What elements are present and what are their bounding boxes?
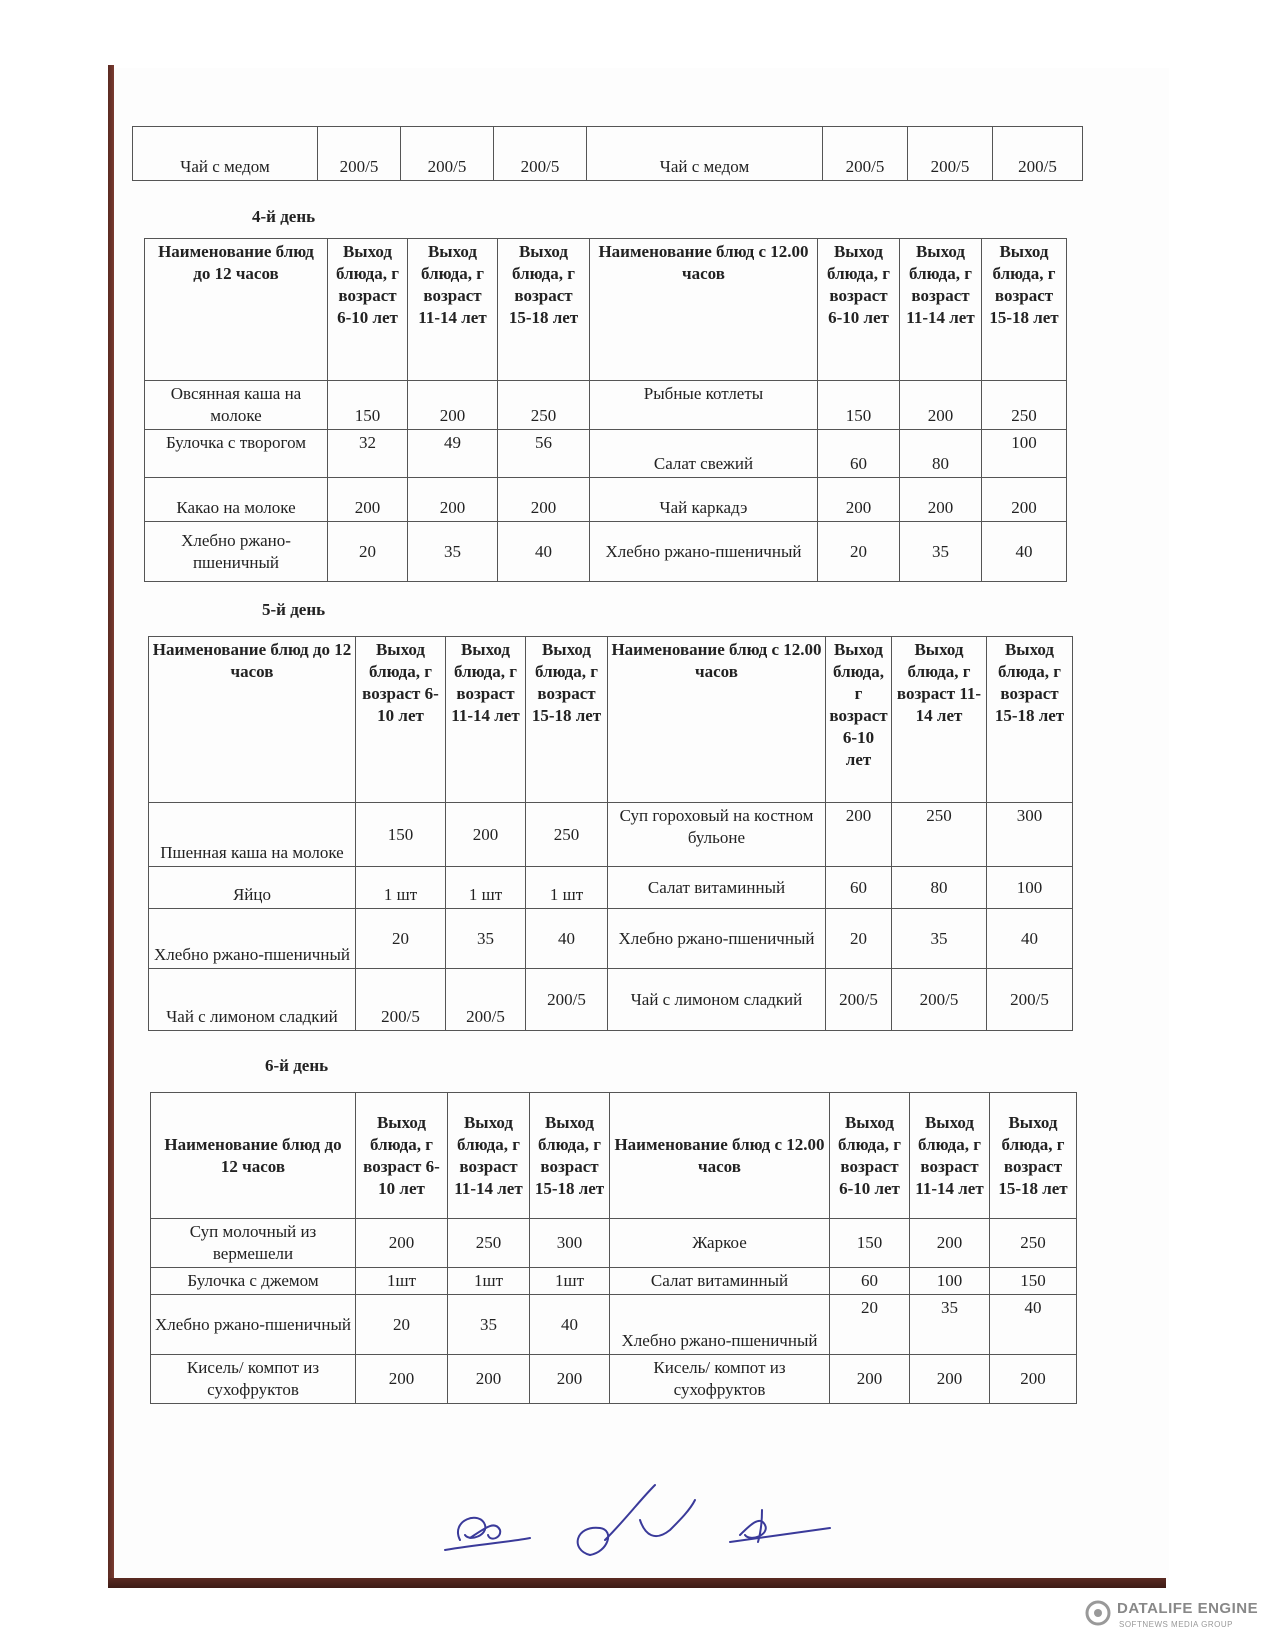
table-cell: 35 — [910, 1295, 990, 1355]
dish-name: Рыбные котлеты — [590, 381, 818, 430]
header-yield-15-18: Выход блюда, г возраст 15-18 лет — [526, 637, 608, 803]
table-cell: 1 шт — [446, 867, 526, 909]
header-yield-15-18: Выход блюда, г возраст 15-18 лет — [498, 239, 590, 381]
dish-name: Хлебно ржано-пшеничный — [149, 909, 356, 969]
table-cell: 250 — [448, 1219, 530, 1268]
table-cell: 200 — [910, 1355, 990, 1404]
header-yield-11-14: Выход блюда, г возраст 11-14 лет — [910, 1093, 990, 1219]
header-yield-15-18: Выход блюда, г возраст 15-18 лет — [530, 1093, 610, 1219]
table-cell: 200 — [990, 1355, 1077, 1404]
table-cell: 200/5 — [526, 969, 608, 1031]
table-cell: 200/5 — [823, 127, 908, 181]
table-row — [151, 1219, 1077, 1268]
dish-name: Пшенная каша на молоке — [149, 803, 356, 867]
watermark-title: DATALIFE ENGINE — [1117, 1600, 1259, 1617]
dish-name: Кисель/ компот из сухофруктов — [151, 1355, 356, 1404]
table-cell: 250 — [892, 803, 987, 867]
header-yield-11-14: Выход блюда, г возраст 11-14 лет — [900, 239, 982, 381]
table-cell: 1шт — [448, 1268, 530, 1295]
table-cell: 250 — [982, 381, 1067, 430]
table-cell: 100 — [910, 1268, 990, 1295]
table-cell: 300 — [987, 803, 1073, 867]
table-cell: 40 — [498, 522, 590, 582]
table-cell: 200 — [356, 1219, 448, 1268]
table-cell: 200 — [498, 478, 590, 522]
dish-name: Кисель/ компот из сухофруктов — [610, 1355, 830, 1404]
dish-name: Хлебно ржано-пшеничный — [590, 522, 818, 582]
table-cell: 200 — [900, 478, 982, 522]
dish-name: Салат витаминный — [608, 867, 826, 909]
header-after-noon: Наименование блюд с 12.00 часов — [590, 239, 818, 381]
dish-name: Какао на молоке — [145, 478, 328, 522]
signature-1 — [445, 1518, 530, 1550]
header-before-noon: Наименование блюд до 12 часов — [149, 637, 356, 803]
table-row — [151, 1295, 1077, 1355]
table-cell: 20 — [830, 1295, 910, 1355]
table-row — [149, 867, 1073, 909]
table-cell: 56 — [498, 430, 590, 478]
table-cell: 60 — [826, 867, 892, 909]
dish-name: Хлебно ржано-пшеничный — [151, 1295, 356, 1355]
table-cell: 200 — [356, 1355, 448, 1404]
datalife-logo-icon — [1085, 1600, 1111, 1626]
table-cell: 40 — [530, 1295, 610, 1355]
table-cell: 32 — [328, 430, 408, 478]
header-yield-6-10: Выход блюда, г возраст 6-10 лет — [818, 239, 900, 381]
table-cell: 200/5 — [318, 127, 401, 181]
table-cell: 250 — [498, 381, 590, 430]
table-cell: 200/5 — [356, 969, 446, 1031]
table-cell: 150 — [328, 381, 408, 430]
table-row — [145, 522, 1067, 582]
table-cell: 150 — [830, 1219, 910, 1268]
table-cell: 200/5 — [401, 127, 494, 181]
dish-name: Булочка с творогом — [145, 430, 328, 478]
table-cell: 100 — [987, 867, 1073, 909]
day-5-table — [148, 636, 1073, 1031]
table-cell: 200/5 — [908, 127, 993, 181]
table-cell: 1 шт — [526, 867, 608, 909]
table-cell: 200 — [408, 478, 498, 522]
watermark-subtitle: SOFTNEWS MEDIA GROUP — [1119, 1620, 1234, 1629]
dish-name: Овсянная каша на молоке — [145, 381, 328, 430]
table-cell: 150 — [356, 803, 446, 867]
table-row — [149, 803, 1073, 867]
table-cell: 200 — [448, 1355, 530, 1404]
table-cell: 200 — [910, 1219, 990, 1268]
table-row — [149, 969, 1073, 1031]
table-cell: 200/5 — [494, 127, 587, 181]
table-cell: Чай с медом — [133, 127, 318, 181]
table-cell: 200/5 — [993, 127, 1083, 181]
day-6-table — [150, 1092, 1077, 1404]
dish-name: Жаркое — [610, 1219, 830, 1268]
table-cell: 35 — [900, 522, 982, 582]
dish-name: Чай с лимоном сладкий — [149, 969, 356, 1031]
table-cell: 20 — [328, 522, 408, 582]
table-cell: 20 — [356, 1295, 448, 1355]
header-after-noon: Наименование блюд с 12.00 часов — [608, 637, 826, 803]
table-cell: 300 — [530, 1219, 610, 1268]
table-cell: 200 — [900, 381, 982, 430]
header-yield-6-10: Выход блюда, г возраст 6-10 лет — [826, 637, 892, 803]
table-cell: 200 — [830, 1355, 910, 1404]
table-cell: 40 — [990, 1295, 1077, 1355]
dish-name: Хлебно ржано-пшеничный — [145, 522, 328, 582]
table-cell: 250 — [990, 1219, 1077, 1268]
dish-name: Хлебно ржано-пшеничный — [608, 909, 826, 969]
table-cell: 60 — [830, 1268, 910, 1295]
table-cell: 200 — [982, 478, 1067, 522]
table-cell: 40 — [987, 909, 1073, 969]
table-cell: 200/5 — [826, 969, 892, 1031]
table-cell: 250 — [526, 803, 608, 867]
table-cell: 1 шт — [356, 867, 446, 909]
signature-3 — [730, 1510, 830, 1542]
header-yield-15-18: Выход блюда, г возраст 15-18 лет — [990, 1093, 1077, 1219]
table-cell: 40 — [982, 522, 1067, 582]
dish-name: Суп молочный из вермешели — [151, 1219, 356, 1268]
header-yield-6-10: Выход блюда, г возраст 6-10 лет — [328, 239, 408, 381]
table-cell: 35 — [448, 1295, 530, 1355]
table-cell: 80 — [900, 430, 982, 478]
dish-name: Чай с лимоном сладкий — [608, 969, 826, 1031]
header-yield-15-18: Выход блюда, г возраст 15-18 лет — [987, 637, 1073, 803]
table-cell: 60 — [818, 430, 900, 478]
header-before-noon: Наименование блюд до 12 часов — [145, 239, 328, 381]
background-edge-bottom — [108, 1578, 1166, 1588]
table-cell: 200 — [446, 803, 526, 867]
header-after-noon: Наименование блюд с 12.00 часов — [610, 1093, 830, 1219]
table-cell: 35 — [446, 909, 526, 969]
table-row — [145, 430, 1067, 478]
dish-name: Чай каркадэ — [590, 478, 818, 522]
table-cell: 20 — [826, 909, 892, 969]
table-cell: 200 — [408, 381, 498, 430]
header-yield-11-14: Выход блюда, г возраст 11-14 лет — [408, 239, 498, 381]
table-cell: 49 — [408, 430, 498, 478]
table-cell: 100 — [982, 430, 1067, 478]
day-4-heading: 4-й день — [252, 207, 316, 226]
table-cell: 150 — [990, 1268, 1077, 1295]
header-yield-6-10: Выход блюда, г возраст 6-10 лет — [356, 637, 446, 803]
header-yield-11-14: Выход блюда, г возраст 11-14 лет — [446, 637, 526, 803]
dish-name: Яйцо — [149, 867, 356, 909]
table-row — [145, 381, 1067, 430]
dish-name: Салат витаминный — [610, 1268, 830, 1295]
header-yield-11-14: Выход блюда, г возраст 11-14 лет — [448, 1093, 530, 1219]
table-row — [151, 1268, 1077, 1295]
header-yield-6-10: Выход блюда, г возраст 6-10 лет — [830, 1093, 910, 1219]
signatures — [440, 1480, 860, 1570]
table-cell: 1шт — [356, 1268, 448, 1295]
watermark — [1085, 1598, 1275, 1638]
dish-name: Салат свежий — [590, 430, 818, 478]
signature-2 — [578, 1485, 695, 1555]
dish-name: Суп гороховый на костном бульоне — [608, 803, 826, 867]
table-cell: 200 — [826, 803, 892, 867]
table-cell: Чай с медом — [587, 127, 823, 181]
day-5-heading: 5-й день — [262, 600, 326, 619]
table-row — [151, 1355, 1077, 1404]
table-cell: 40 — [526, 909, 608, 969]
table-cell: 35 — [408, 522, 498, 582]
day-6-heading: 6-й день — [265, 1056, 329, 1075]
top-row-table — [132, 126, 1083, 181]
table-cell: 200 — [328, 478, 408, 522]
table-cell: 1шт — [530, 1268, 610, 1295]
header-yield-6-10: Выход блюда, г возраст 6-10 лет — [356, 1093, 448, 1219]
dish-name: Хлебно ржано-пшеничный — [610, 1295, 830, 1355]
table-cell: 35 — [892, 909, 987, 969]
table-row — [149, 909, 1073, 969]
day-4-table — [144, 238, 1067, 582]
table-cell: 150 — [818, 381, 900, 430]
table-cell: 20 — [818, 522, 900, 582]
header-before-noon: Наименование блюд до 12 часов — [151, 1093, 356, 1219]
table-row — [145, 478, 1067, 522]
dish-name: Булочка с джемом — [151, 1268, 356, 1295]
table-cell: 20 — [356, 909, 446, 969]
header-yield-15-18: Выход блюда, г возраст 15-18 лет — [982, 239, 1067, 381]
table-cell: 200/5 — [892, 969, 987, 1031]
table-cell: 200/5 — [987, 969, 1073, 1031]
table-cell: 200 — [530, 1355, 610, 1404]
table-cell: 200 — [818, 478, 900, 522]
header-yield-11-14: Выход блюда, г возраст 11-14 лет — [892, 637, 987, 803]
table-cell: 200/5 — [446, 969, 526, 1031]
table-cell: 80 — [892, 867, 987, 909]
